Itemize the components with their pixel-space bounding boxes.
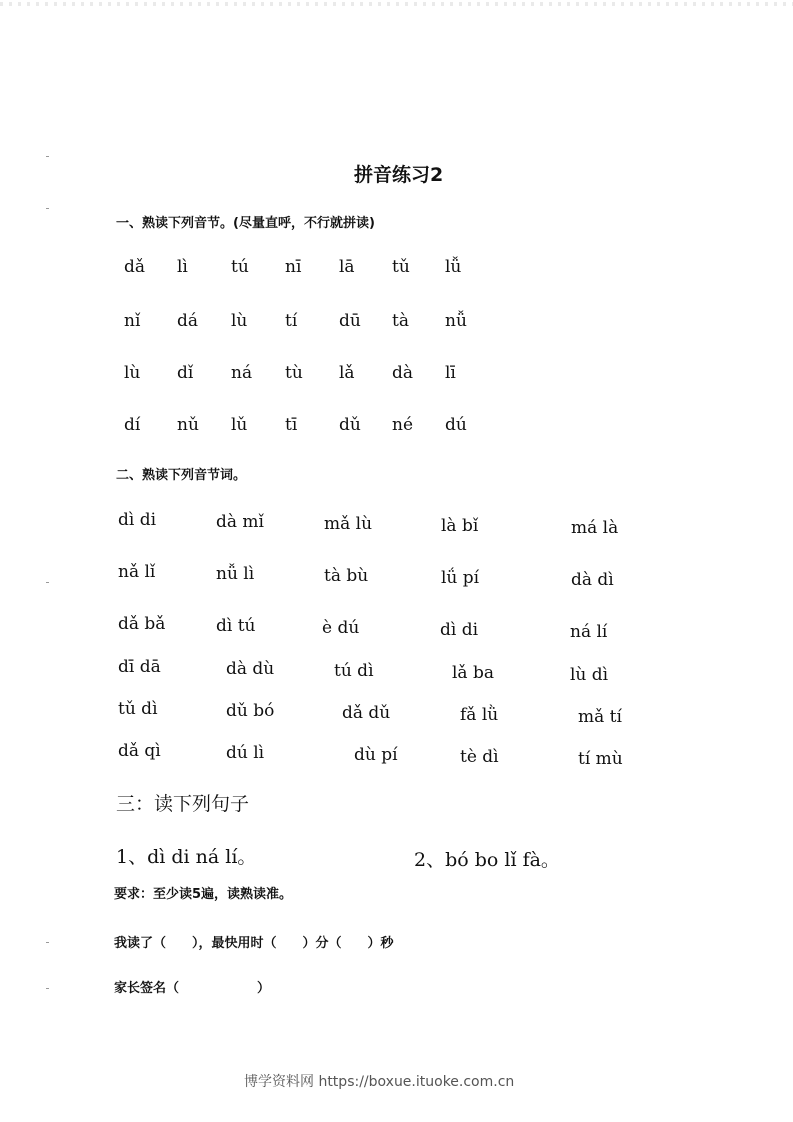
syllable: tī xyxy=(285,415,298,435)
syllable: dá xyxy=(177,311,199,331)
syllable: lì xyxy=(177,257,188,277)
syllable-word: lù dì xyxy=(570,665,609,685)
section3-heading: 三：读下列句子 xyxy=(116,793,250,815)
syllable-word: mǎ lù xyxy=(324,514,373,534)
syllable-word: lǘ pí xyxy=(441,568,480,588)
syllable-word: dù pí xyxy=(354,745,398,765)
syllable-word: dà mǐ xyxy=(216,512,264,532)
syllable: dú xyxy=(445,415,467,435)
syllable-word: lǎ ba xyxy=(452,663,494,683)
syllable-word: dī dā xyxy=(118,657,161,677)
scan-mark xyxy=(46,156,49,157)
syllable: nǚ xyxy=(445,311,467,331)
syllable-word: tú dì xyxy=(334,661,374,681)
syllable-word: nǚ lì xyxy=(216,564,255,584)
syllable-word: là bǐ xyxy=(441,516,479,536)
syllable-word: dà dì xyxy=(571,570,614,590)
syllable: tí xyxy=(285,311,298,331)
parent-signature-line: 家长签名（ ） xyxy=(114,981,271,996)
syllable-word: è dú xyxy=(322,618,360,638)
syllable: lǚ xyxy=(445,257,462,277)
syllable: dǐ xyxy=(177,363,194,383)
scan-artifact-top xyxy=(0,2,793,6)
scan-mark xyxy=(46,942,49,943)
syllable-word: dì tú xyxy=(216,616,256,636)
requirement-text: 要求：至少读5遍，读熟读准。 xyxy=(114,887,293,902)
syllable: nǔ xyxy=(177,415,199,435)
page-title: 拼音练习2 xyxy=(354,164,444,186)
syllable: lā xyxy=(339,257,355,277)
syllable-word: nǎ lǐ xyxy=(118,562,156,582)
syllable: tǔ xyxy=(392,257,410,277)
syllable-word: ná lí xyxy=(570,622,608,642)
syllable: dǔ xyxy=(339,415,361,435)
section2-heading: 二、熟读下列音节词。 xyxy=(116,468,247,483)
syllable: tà xyxy=(392,311,409,331)
syllable-word: tà bù xyxy=(324,566,369,586)
reading-record-line: 我读了（ ），最快用时（ ）分（ ）秒 xyxy=(114,936,394,951)
syllable-word: má là xyxy=(571,518,619,538)
footer-watermark: 博学资料网 https://boxue.ituoke.com.cn xyxy=(244,1074,515,1090)
scan-mark xyxy=(46,988,49,989)
syllable-word: dì di xyxy=(440,620,479,640)
syllable-word: dǎ bǎ xyxy=(118,614,166,634)
syllable-word: dǔ bó xyxy=(226,701,275,721)
sentence-1: 1、dì di ná lí。 xyxy=(116,846,257,868)
syllable: lǔ xyxy=(231,415,248,435)
syllable-word: fǎ lǜ xyxy=(460,705,499,725)
syllable-word: dà dù xyxy=(226,659,275,679)
syllable-word: tí mù xyxy=(578,749,623,769)
syllable-word: dǎ qì xyxy=(118,741,161,761)
syllable: dǎ xyxy=(124,257,146,277)
syllable-word: dì di xyxy=(118,510,157,530)
syllable-word: mǎ tí xyxy=(578,707,622,727)
scan-mark xyxy=(46,582,49,583)
syllable: nī xyxy=(285,257,302,277)
syllable: lù xyxy=(124,363,141,383)
syllable: lī xyxy=(445,363,456,383)
syllable: nǐ xyxy=(124,311,141,331)
syllable: ná xyxy=(231,363,253,383)
syllable: né xyxy=(392,415,414,435)
syllable: tù xyxy=(285,363,303,383)
syllable: dí xyxy=(124,415,141,435)
syllable: lǎ xyxy=(339,363,355,383)
syllable-word: dǎ dǔ xyxy=(342,703,391,723)
syllable: dà xyxy=(392,363,414,383)
sentence-2: 2、bó bo lǐ fà。 xyxy=(414,849,560,871)
syllable: lù xyxy=(231,311,248,331)
syllable-word: tǔ dì xyxy=(118,699,158,719)
section1-heading: 一、熟读下列音节。(尽量直呼，不行就拼读) xyxy=(116,216,375,231)
syllable-word: tè dì xyxy=(460,747,499,767)
syllable: dū xyxy=(339,311,361,331)
scan-mark xyxy=(46,208,49,209)
syllable: tú xyxy=(231,257,249,277)
syllable-word: dú lì xyxy=(226,743,265,763)
